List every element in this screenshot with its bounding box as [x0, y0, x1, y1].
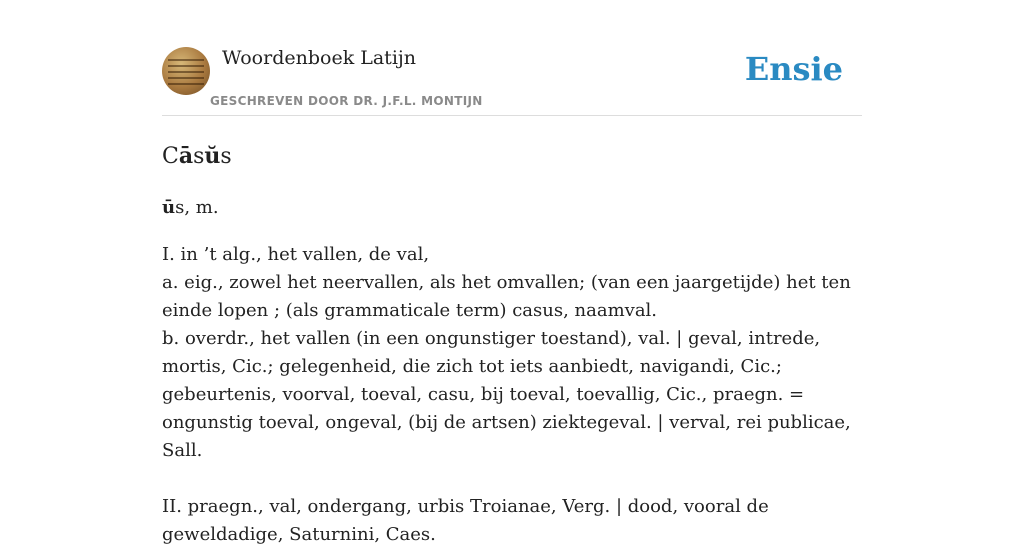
brand-logo[interactable]: Ensie — [744, 50, 843, 88]
header — [162, 0, 862, 116]
entry-headword — [162, 143, 862, 170]
definition-line: I. in ’t alg., het vallen, de val, — [162, 244, 430, 265]
definition-line: II. praegn., val, ondergang, urbis Troianae, Verg. | dood, vooral de geweldadige, Saturnini, Caes. — [162, 496, 769, 545]
headword-part: s — [220, 144, 232, 169]
headword-part: C — [162, 144, 179, 169]
entry-definition — [162, 241, 862, 549]
grammar-info — [162, 197, 862, 219]
headword-part: s — [193, 144, 205, 169]
headword-part-bold: ŭ — [204, 143, 221, 169]
definition-line: a. eig., zowel het neervallen, als het omvallen; (van een jaargetijde) het ten einde lopen ; (als grammaticale term) casus, naamval. — [162, 272, 851, 321]
book-logo-image[interactable] — [162, 47, 210, 95]
author-line: GESCHREVEN DOOR DR. J.F.L. MONTIJN — [210, 94, 483, 108]
headword-part-bold: ā — [178, 143, 194, 169]
book-title[interactable]: Woordenboek Latijn — [222, 47, 417, 69]
grammar-bold: ū — [162, 197, 176, 218]
grammar-rest: s, m. — [175, 197, 219, 218]
definition-line: b. overdr., het vallen (in een ongunstiger toestand), val. | geval, intrede, mortis, Cic.; gelegenheid, die zich tot iets aanbiedt, navigandi, Cic.; gebeurtenis, voorval, toeval, casu, bij toeval, toevallig, Cic., praegn. = ongunstig toeval, ongeval, (bij de artsen) ziektegeval. | verval, rei publicae, Sall. — [162, 328, 851, 461]
page — [162, 0, 862, 549]
